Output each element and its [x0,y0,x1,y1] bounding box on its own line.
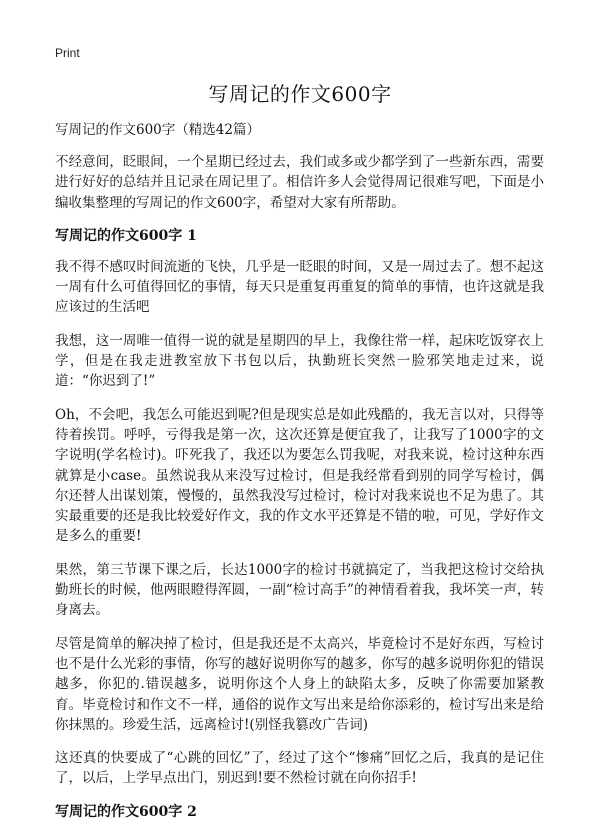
document-subtitle: 写周记的作文600字（精选42篇） [55,122,260,138]
paragraph: 尽管是简单的解决掉了检讨，但是我还是不太高兴，毕竟检讨不是好东西，写检讨也不是什么光彩的事情，你写的越好说明你写的越多，你写的越多说明你犯的错误越多，你犯的.错误越多，说明你这个人身上的缺陷太多，反映了你需要加紧教育。毕竟检讨和作文不一样，通俗的说作文写出来是给你添彩的，检讨写出来是给你抹黑的。珍爱生活，远离检讨!(别怪我篡改广告词) [55,635,544,733]
paragraph: 果然，第三节课下课之后，长达1000字的检讨书就搞定了，当我把这检讨交给执勤班长的时候，他两眼瞪得浑圆，一副“检讨高手”的神情看着我，我坏笑一声，转身离去。 [55,561,544,619]
paragraph: 我想，这一周唯一值得一说的就是星期四的早上，我像往常一样，起床吃饭穿衣上学，但是在我走进教室放下书包以后，执勤班长突然一脸邪笑地走过来，说道：“你迟到了!” [55,332,544,390]
section-heading: 写周记的作文600字 2 [55,803,197,820]
intro-paragraph: 不经意间，眨眼间，一个星期已经过去，我们或多或少都学到了一些新东西，需要进行好好的总结并且记录在周记里了。相信许多人会觉得周记很难写吧，下面是小编收集整理的写周记的作文600字，希望对大家有所帮助。 [55,154,544,211]
paragraph: 我不得不感叹时间流逝的飞快，几乎是一眨眼的时间，又是一周过去了。想不起这一周有什么可值得回忆的事情，每天只是重复再重复的简单的事情，也许这就是我应该过的生活吧 [55,258,544,316]
print-label[interactable]: Print [55,46,80,60]
paragraph: 这还真的快要成了“心跳的回忆”了，经过了这个“惨痛”回忆之后，我真的是记住了，以后，上学早点出门，别迟到!要不然检讨就在向你招手! [55,750,544,787]
paragraph: Oh，不会吧，我怎么可能迟到呢?但是现实总是如此残酷的，我无言以对，只得等待着挨罚。呼呼，亏得我是第一次，这次还算是便宜我了，让我写了1000字的文字说明(学名检讨)。吓死我了，我还以为要怎么罚我呢，对我来说，检讨这种东西就算是小case。虽然说我从来没写过检讨，但是我经常看到别的同学写检讨，偶尔还替人出谋划策，慢慢的，虽然我没写过检讨，检讨对我来说也不足为患了。其实最重要的还是我比较爱好作文，我的作文水平还算是不错的啦，可见，学好作文是多么的重要! [55,406,544,545]
document-body [55,120,544,833]
page-title: 写周记的作文600字 [208,82,392,106]
section-heading: 写周记的作文600字 1 [55,227,197,244]
